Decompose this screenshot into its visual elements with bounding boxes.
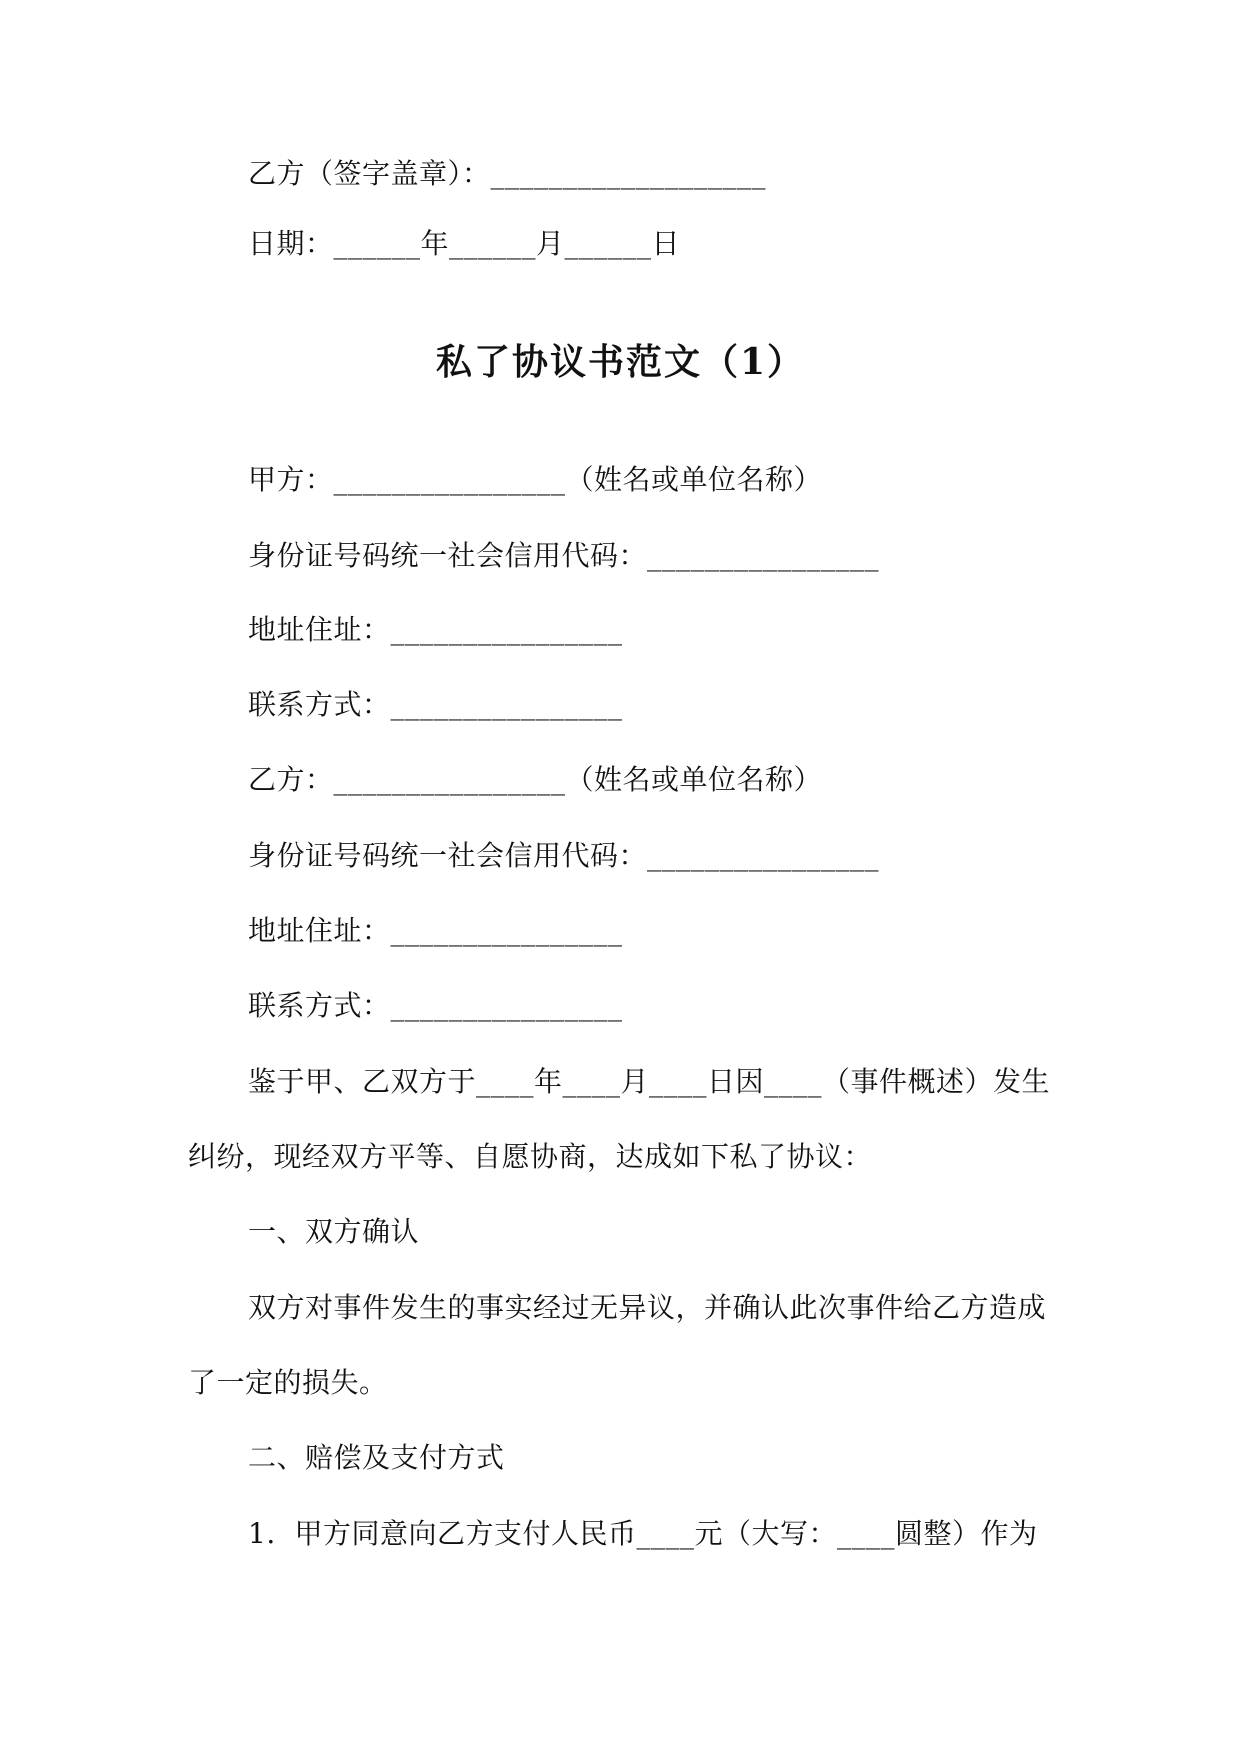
document-title: 私了协议书范文（1） <box>435 341 806 383</box>
section-2-item-1: 1. 甲方同意向乙方支付人民币____元（大写：____圆整）作为 <box>248 1517 1038 1550</box>
party-b-signature-line: 乙方（签字盖章）：___________________ <box>248 157 767 190</box>
section-1-heading: 一、双方确认 <box>248 1215 420 1248</box>
signature-date-line: 日期：______年______月______日 <box>248 227 681 260</box>
party-b-name: 乙方：________________（姓名或单位名称） <box>248 763 823 796</box>
party-b-id: 身份证号码统一社会信用代码：________________ <box>248 839 880 872</box>
section-1-line-2: 了一定的损失。 <box>188 1366 388 1399</box>
preamble-line-1: 鉴于甲、乙双方于____年____月____日因____（事件概述）发生 <box>248 1065 1051 1098</box>
party-a-name: 甲方：________________（姓名或单位名称） <box>248 463 823 496</box>
party-b-contact: 联系方式：________________ <box>248 989 623 1022</box>
party-a-contact: 联系方式：________________ <box>248 688 623 721</box>
party-b-address: 地址住址：________________ <box>248 914 623 947</box>
preamble-line-2: 纠纷，现经双方平等、自愿协商，达成如下私了协议： <box>188 1140 873 1173</box>
party-a-id: 身份证号码统一社会信用代码：________________ <box>248 539 880 572</box>
section-2-heading: 二、赔偿及支付方式 <box>248 1441 505 1474</box>
party-a-address: 地址住址：________________ <box>248 613 623 646</box>
section-1-line-1: 双方对事件发生的事实经过无异议，并确认此次事件给乙方造成 <box>248 1291 1047 1324</box>
